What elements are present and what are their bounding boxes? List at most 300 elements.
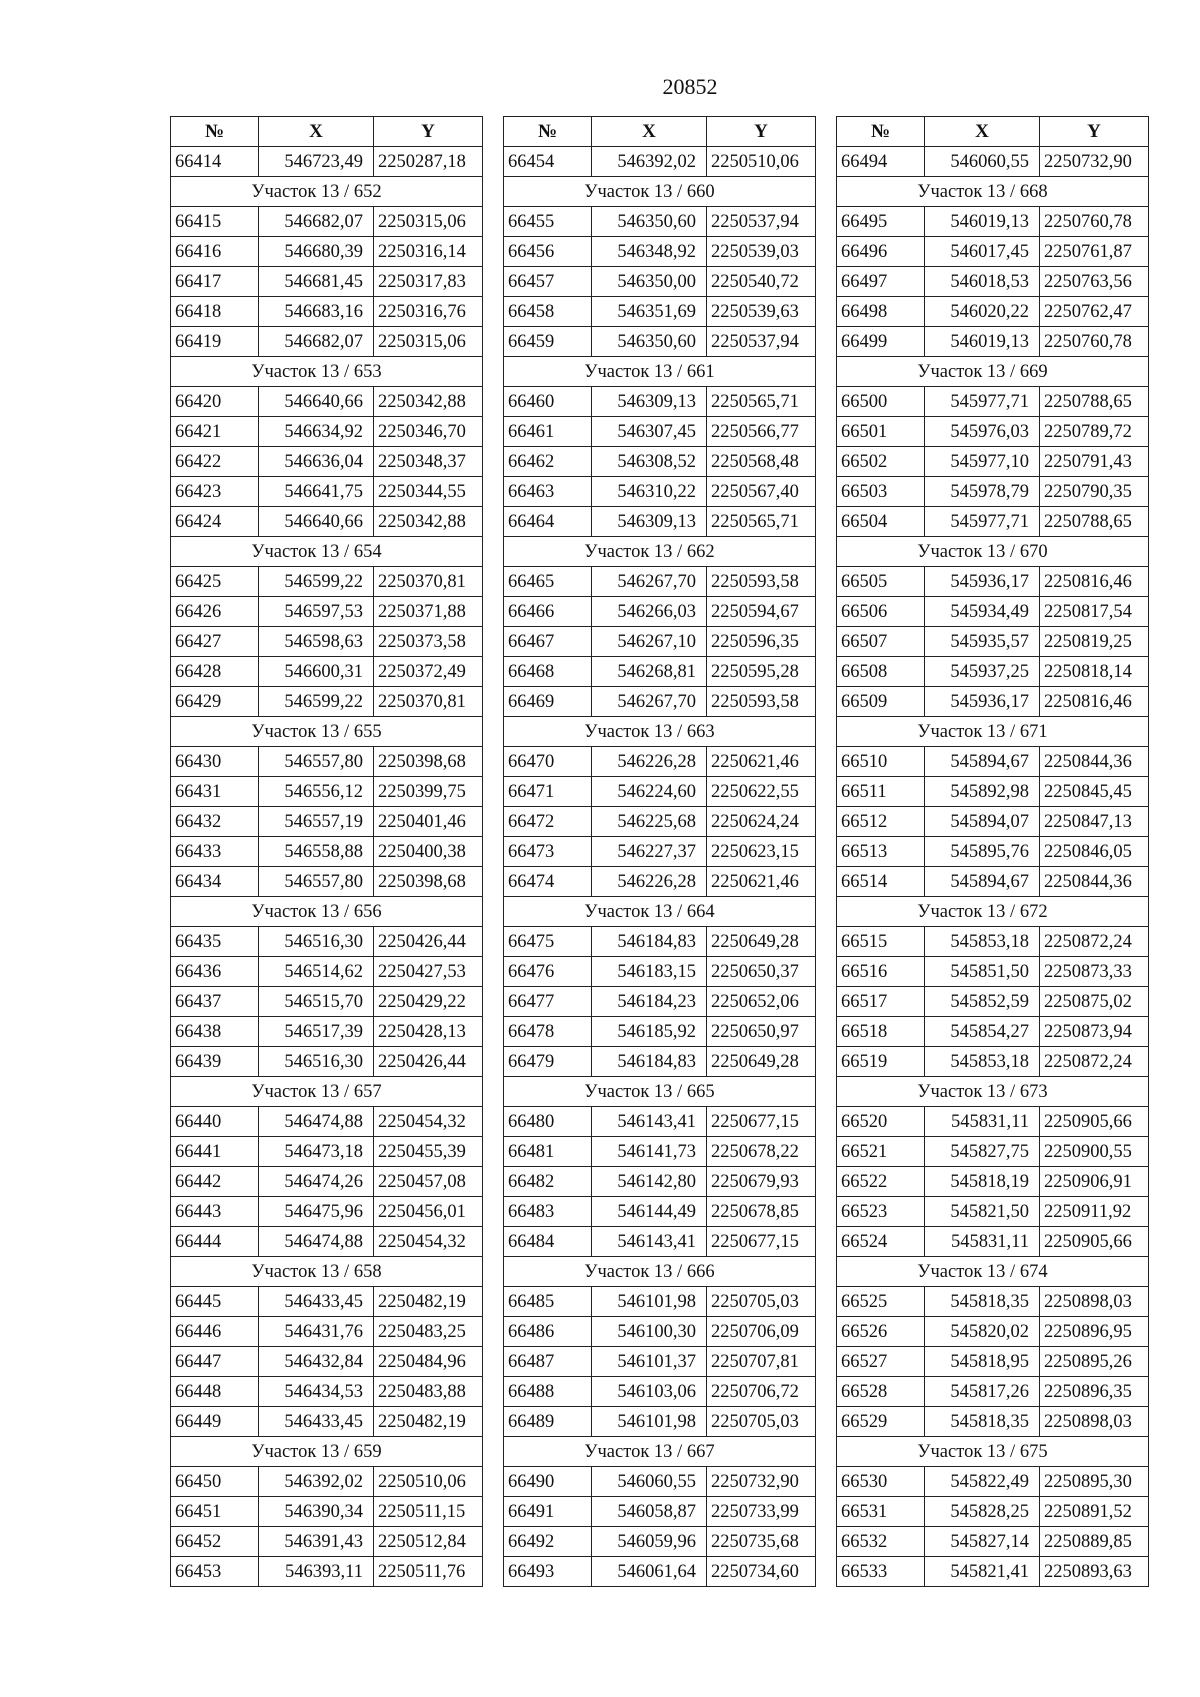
table-row — [837, 657, 1149, 687]
y-coordinate: 2250895,30 — [1040, 1467, 1149, 1497]
y-coordinate: 2250788,65 — [1040, 507, 1149, 537]
point-number: 66494 — [837, 147, 925, 177]
table-row — [837, 1407, 1149, 1437]
y-coordinate: 2250649,28 — [707, 1047, 816, 1077]
table-row — [504, 1107, 816, 1137]
y-coordinate: 2250623,15 — [707, 837, 816, 867]
table-row — [837, 687, 1149, 717]
section-row — [837, 897, 1149, 927]
point-number: 66485 — [504, 1287, 592, 1317]
point-number: 66425 — [171, 567, 259, 597]
x-coordinate: 546183,15 — [592, 957, 707, 987]
y-coordinate: 2250677,15 — [707, 1227, 816, 1257]
table-row — [837, 447, 1149, 477]
x-coordinate: 546185,92 — [592, 1017, 707, 1047]
table-row — [504, 297, 816, 327]
x-coordinate: 546599,22 — [259, 687, 374, 717]
x-coordinate: 546433,45 — [259, 1407, 374, 1437]
point-number: 66488 — [504, 1377, 592, 1407]
point-number: 66508 — [837, 657, 925, 687]
x-coordinate: 546515,70 — [259, 987, 374, 1017]
x-coordinate: 546682,07 — [259, 327, 374, 357]
y-coordinate: 2250905,66 — [1040, 1107, 1149, 1137]
section-label: Участок 13 / 661 — [504, 357, 816, 387]
point-number: 66448 — [171, 1377, 259, 1407]
section-label: Участок 13 / 674 — [837, 1257, 1149, 1287]
point-number: 66419 — [171, 327, 259, 357]
x-coordinate: 545817,26 — [925, 1377, 1040, 1407]
x-coordinate: 545894,67 — [925, 747, 1040, 777]
section-label: Участок 13 / 657 — [171, 1077, 483, 1107]
point-number: 66428 — [171, 657, 259, 687]
x-coordinate: 546474,26 — [259, 1167, 374, 1197]
y-coordinate: 2250733,99 — [707, 1497, 816, 1527]
x-coordinate: 546266,03 — [592, 597, 707, 627]
y-coordinate: 2250511,15 — [374, 1497, 483, 1527]
x-coordinate: 546681,45 — [259, 267, 374, 297]
x-coordinate: 546348,92 — [592, 237, 707, 267]
coordinate-table-3 — [836, 116, 1149, 1587]
x-coordinate: 546393,11 — [259, 1557, 374, 1587]
table-row — [837, 477, 1149, 507]
table-row — [171, 477, 483, 507]
y-coordinate: 2250595,28 — [707, 657, 816, 687]
x-coordinate: 546058,87 — [592, 1497, 707, 1527]
point-number: 66533 — [837, 1557, 925, 1587]
x-coordinate: 546516,30 — [259, 927, 374, 957]
section-row — [837, 1257, 1149, 1287]
y-coordinate: 2250565,71 — [707, 507, 816, 537]
point-number: 66489 — [504, 1407, 592, 1437]
x-coordinate: 546267,70 — [592, 567, 707, 597]
table-row — [837, 567, 1149, 597]
section-row — [837, 177, 1149, 207]
table-row — [171, 597, 483, 627]
point-number: 66431 — [171, 777, 259, 807]
point-number: 66501 — [837, 417, 925, 447]
x-coordinate: 545977,71 — [925, 387, 1040, 417]
table-row — [504, 447, 816, 477]
x-coordinate: 546143,41 — [592, 1107, 707, 1137]
x-coordinate: 545936,17 — [925, 567, 1040, 597]
table-row — [504, 747, 816, 777]
x-coordinate: 546517,39 — [259, 1017, 374, 1047]
y-coordinate: 2250400,38 — [374, 837, 483, 867]
table-row — [837, 1197, 1149, 1227]
x-coordinate: 546680,39 — [259, 237, 374, 267]
section-label: Участок 13 / 653 — [171, 357, 483, 387]
section-row — [171, 1077, 483, 1107]
table-row — [504, 597, 816, 627]
table-row — [171, 957, 483, 987]
point-number: 66519 — [837, 1047, 925, 1077]
section-label: Участок 13 / 667 — [504, 1437, 816, 1467]
x-coordinate: 545935,57 — [925, 627, 1040, 657]
y-coordinate: 2250510,06 — [707, 147, 816, 177]
y-coordinate: 2250705,03 — [707, 1287, 816, 1317]
point-number: 66474 — [504, 867, 592, 897]
point-number: 66451 — [171, 1497, 259, 1527]
section-label: Участок 13 / 670 — [837, 537, 1149, 567]
point-number: 66470 — [504, 747, 592, 777]
y-coordinate: 2250454,32 — [374, 1227, 483, 1257]
y-coordinate: 2250621,46 — [707, 867, 816, 897]
y-coordinate: 2250457,08 — [374, 1167, 483, 1197]
x-coordinate: 546634,92 — [259, 417, 374, 447]
y-coordinate: 2250898,03 — [1040, 1407, 1149, 1437]
y-coordinate: 2250539,63 — [707, 297, 816, 327]
x-coordinate: 546060,55 — [925, 147, 1040, 177]
x-coordinate: 546516,30 — [259, 1047, 374, 1077]
table-row — [171, 1377, 483, 1407]
y-coordinate: 2250896,95 — [1040, 1317, 1149, 1347]
table-row — [171, 1107, 483, 1137]
y-coordinate: 2250401,46 — [374, 807, 483, 837]
table-row — [837, 1167, 1149, 1197]
point-number: 66446 — [171, 1317, 259, 1347]
point-number: 66459 — [504, 327, 592, 357]
y-coordinate: 2250679,93 — [707, 1167, 816, 1197]
page-number: 20852 — [662, 74, 718, 99]
y-coordinate: 2250706,09 — [707, 1317, 816, 1347]
point-number: 66469 — [504, 687, 592, 717]
x-coordinate: 546350,60 — [592, 327, 707, 357]
table-row — [837, 627, 1149, 657]
table-row — [837, 1287, 1149, 1317]
y-coordinate: 2250426,44 — [374, 1047, 483, 1077]
table-row — [504, 987, 816, 1017]
x-coordinate: 546473,18 — [259, 1137, 374, 1167]
section-row — [171, 357, 483, 387]
y-coordinate: 2250624,24 — [707, 807, 816, 837]
point-number: 66524 — [837, 1227, 925, 1257]
point-number: 66423 — [171, 477, 259, 507]
point-number: 66492 — [504, 1527, 592, 1557]
section-label: Участок 13 / 673 — [837, 1077, 1149, 1107]
y-coordinate: 2250373,58 — [374, 627, 483, 657]
table-row — [504, 267, 816, 297]
y-coordinate: 2250342,88 — [374, 387, 483, 417]
y-coordinate: 2250316,76 — [374, 297, 483, 327]
table-row — [504, 387, 816, 417]
table-row — [504, 1317, 816, 1347]
y-coordinate: 2250427,53 — [374, 957, 483, 987]
y-coordinate: 2250348,37 — [374, 447, 483, 477]
y-coordinate: 2250817,54 — [1040, 597, 1149, 627]
header-number: № — [837, 117, 925, 147]
table-row — [837, 207, 1149, 237]
x-coordinate: 546224,60 — [592, 777, 707, 807]
y-coordinate: 2250316,14 — [374, 237, 483, 267]
point-number: 66462 — [504, 447, 592, 477]
table-row — [837, 267, 1149, 297]
x-coordinate: 546225,68 — [592, 807, 707, 837]
y-coordinate: 2250760,78 — [1040, 327, 1149, 357]
y-coordinate: 2250705,03 — [707, 1407, 816, 1437]
point-number: 66522 — [837, 1167, 925, 1197]
y-coordinate: 2250621,46 — [707, 747, 816, 777]
y-coordinate: 2250732,90 — [1040, 147, 1149, 177]
point-number: 66516 — [837, 957, 925, 987]
y-coordinate: 2250537,94 — [707, 327, 816, 357]
header-y: Y — [374, 117, 483, 147]
y-coordinate: 2250735,68 — [707, 1527, 816, 1557]
y-coordinate: 2250905,66 — [1040, 1227, 1149, 1257]
x-coordinate: 545831,11 — [925, 1227, 1040, 1257]
table-row — [837, 1497, 1149, 1527]
point-number: 66417 — [171, 267, 259, 297]
point-number: 66468 — [504, 657, 592, 687]
table-row — [837, 597, 1149, 627]
point-number: 66433 — [171, 837, 259, 867]
section-row — [171, 1257, 483, 1287]
section-label: Участок 13 / 666 — [504, 1257, 816, 1287]
point-number: 66418 — [171, 297, 259, 327]
y-coordinate: 2250568,48 — [707, 447, 816, 477]
section-row — [504, 717, 816, 747]
point-number: 66496 — [837, 237, 925, 267]
point-number: 66467 — [504, 627, 592, 657]
table-row — [504, 1407, 816, 1437]
y-coordinate: 2250649,28 — [707, 927, 816, 957]
y-coordinate: 2250596,35 — [707, 627, 816, 657]
section-row — [504, 357, 816, 387]
section-label: Участок 13 / 671 — [837, 717, 1149, 747]
y-coordinate: 2250816,46 — [1040, 687, 1149, 717]
x-coordinate: 546142,80 — [592, 1167, 707, 1197]
table-row — [837, 987, 1149, 1017]
point-number: 66490 — [504, 1467, 592, 1497]
table-row — [504, 1497, 816, 1527]
y-coordinate: 2250889,85 — [1040, 1527, 1149, 1557]
point-number: 66461 — [504, 417, 592, 447]
y-coordinate: 2250456,01 — [374, 1197, 483, 1227]
point-number: 66502 — [837, 447, 925, 477]
table-row — [504, 1287, 816, 1317]
y-coordinate: 2250845,45 — [1040, 777, 1149, 807]
table-row — [504, 1227, 816, 1257]
table-row — [504, 507, 816, 537]
header-number: № — [504, 117, 592, 147]
table-row — [171, 837, 483, 867]
y-coordinate: 2250426,44 — [374, 927, 483, 957]
x-coordinate: 545831,11 — [925, 1107, 1040, 1137]
point-number: 66495 — [837, 207, 925, 237]
table-row — [504, 1167, 816, 1197]
section-label: Участок 13 / 669 — [837, 357, 1149, 387]
point-number: 66424 — [171, 507, 259, 537]
point-number: 66438 — [171, 1017, 259, 1047]
point-number: 66456 — [504, 237, 592, 267]
x-coordinate: 545977,71 — [925, 507, 1040, 537]
table-row — [837, 777, 1149, 807]
table-row — [171, 1017, 483, 1047]
y-coordinate: 2250677,15 — [707, 1107, 816, 1137]
table-row — [837, 1557, 1149, 1587]
table-row — [504, 237, 816, 267]
y-coordinate: 2250483,25 — [374, 1317, 483, 1347]
point-number: 66503 — [837, 477, 925, 507]
x-coordinate: 546059,96 — [592, 1527, 707, 1557]
point-number: 66443 — [171, 1197, 259, 1227]
y-coordinate: 2250593,58 — [707, 687, 816, 717]
header-row — [171, 117, 483, 147]
table-row — [171, 807, 483, 837]
x-coordinate: 546019,13 — [925, 207, 1040, 237]
table-row — [171, 657, 483, 687]
table-row — [837, 957, 1149, 987]
y-coordinate: 2250454,32 — [374, 1107, 483, 1137]
y-coordinate: 2250370,81 — [374, 687, 483, 717]
x-coordinate: 545818,95 — [925, 1347, 1040, 1377]
x-coordinate: 546144,49 — [592, 1197, 707, 1227]
point-number: 66432 — [171, 807, 259, 837]
table-row — [504, 207, 816, 237]
section-row — [171, 897, 483, 927]
x-coordinate: 545828,25 — [925, 1497, 1040, 1527]
table-row — [171, 387, 483, 417]
point-number: 66527 — [837, 1347, 925, 1377]
y-coordinate: 2250761,87 — [1040, 237, 1149, 267]
y-coordinate: 2250872,24 — [1040, 1047, 1149, 1077]
point-number: 66457 — [504, 267, 592, 297]
section-row — [171, 717, 483, 747]
x-coordinate: 546226,28 — [592, 867, 707, 897]
section-label: Участок 13 / 652 — [171, 177, 483, 207]
table-row — [171, 327, 483, 357]
y-coordinate: 2250732,90 — [707, 1467, 816, 1497]
x-coordinate: 545818,35 — [925, 1287, 1040, 1317]
x-coordinate: 546101,98 — [592, 1287, 707, 1317]
x-coordinate: 545978,79 — [925, 477, 1040, 507]
point-number: 66487 — [504, 1347, 592, 1377]
table-row — [171, 207, 483, 237]
table-row — [837, 1227, 1149, 1257]
section-label: Участок 13 / 656 — [171, 897, 483, 927]
x-coordinate: 546061,64 — [592, 1557, 707, 1587]
x-coordinate: 546184,83 — [592, 927, 707, 957]
y-coordinate: 2250873,94 — [1040, 1017, 1149, 1047]
y-coordinate: 2250344,55 — [374, 477, 483, 507]
x-coordinate: 546267,70 — [592, 687, 707, 717]
x-coordinate: 546599,22 — [259, 567, 374, 597]
x-coordinate: 546350,60 — [592, 207, 707, 237]
y-coordinate: 2250706,72 — [707, 1377, 816, 1407]
y-coordinate: 2250482,19 — [374, 1407, 483, 1437]
table-row — [504, 657, 816, 687]
table-row — [171, 147, 483, 177]
coordinate-table-1 — [170, 116, 483, 1587]
x-coordinate: 545851,50 — [925, 957, 1040, 987]
x-coordinate: 545820,02 — [925, 1317, 1040, 1347]
x-coordinate: 546350,00 — [592, 267, 707, 297]
y-coordinate: 2250399,75 — [374, 777, 483, 807]
point-number: 66465 — [504, 567, 592, 597]
x-coordinate: 546433,45 — [259, 1287, 374, 1317]
table-row — [171, 447, 483, 477]
header-y: Y — [707, 117, 816, 147]
point-number: 66529 — [837, 1407, 925, 1437]
table-row — [504, 417, 816, 447]
x-coordinate: 546558,88 — [259, 837, 374, 867]
point-number: 66464 — [504, 507, 592, 537]
x-coordinate: 545854,27 — [925, 1017, 1040, 1047]
y-coordinate: 2250898,03 — [1040, 1287, 1149, 1317]
point-number: 66512 — [837, 807, 925, 837]
section-label: Участок 13 / 655 — [171, 717, 483, 747]
section-label: Участок 13 / 675 — [837, 1437, 1149, 1467]
section-row — [504, 1257, 816, 1287]
y-coordinate: 2250844,36 — [1040, 867, 1149, 897]
y-coordinate: 2250847,13 — [1040, 807, 1149, 837]
point-number: 66531 — [837, 1497, 925, 1527]
table-row — [171, 567, 483, 597]
section-row — [171, 177, 483, 207]
y-coordinate: 2250652,06 — [707, 987, 816, 1017]
table-row — [837, 927, 1149, 957]
y-coordinate: 2250789,72 — [1040, 417, 1149, 447]
y-coordinate: 2250429,22 — [374, 987, 483, 1017]
point-number: 66463 — [504, 477, 592, 507]
x-coordinate: 546598,63 — [259, 627, 374, 657]
table-row — [504, 957, 816, 987]
x-coordinate: 546557,80 — [259, 747, 374, 777]
point-number: 66455 — [504, 207, 592, 237]
x-coordinate: 546268,81 — [592, 657, 707, 687]
x-coordinate: 546434,53 — [259, 1377, 374, 1407]
x-coordinate: 545852,59 — [925, 987, 1040, 1017]
section-row — [504, 537, 816, 567]
y-coordinate: 2250906,91 — [1040, 1167, 1149, 1197]
point-number: 66430 — [171, 747, 259, 777]
table-row — [504, 837, 816, 867]
table-row — [837, 417, 1149, 447]
point-number: 66421 — [171, 417, 259, 447]
x-coordinate: 546641,75 — [259, 477, 374, 507]
y-coordinate: 2250707,81 — [707, 1347, 816, 1377]
x-coordinate: 545818,35 — [925, 1407, 1040, 1437]
y-coordinate: 2250734,60 — [707, 1557, 816, 1587]
x-coordinate: 545827,75 — [925, 1137, 1040, 1167]
x-coordinate: 546597,53 — [259, 597, 374, 627]
x-coordinate: 546017,45 — [925, 237, 1040, 267]
x-coordinate: 545821,50 — [925, 1197, 1040, 1227]
point-number: 66504 — [837, 507, 925, 537]
table-row — [837, 1527, 1149, 1557]
table-row — [837, 297, 1149, 327]
y-coordinate: 2250896,35 — [1040, 1377, 1149, 1407]
x-coordinate: 546474,88 — [259, 1107, 374, 1137]
point-number: 66436 — [171, 957, 259, 987]
y-coordinate: 2250788,65 — [1040, 387, 1149, 417]
table-row — [171, 1287, 483, 1317]
y-coordinate: 2250893,63 — [1040, 1557, 1149, 1587]
x-coordinate: 546723,49 — [259, 147, 374, 177]
section-row — [504, 1077, 816, 1107]
table-row — [171, 867, 483, 897]
point-number: 66445 — [171, 1287, 259, 1317]
point-number: 66499 — [837, 327, 925, 357]
point-number: 66475 — [504, 927, 592, 957]
x-coordinate: 545892,98 — [925, 777, 1040, 807]
table-row — [504, 567, 816, 597]
point-number: 66434 — [171, 867, 259, 897]
section-row — [837, 717, 1149, 747]
table-row — [504, 1527, 816, 1557]
y-coordinate: 2250511,76 — [374, 1557, 483, 1587]
y-coordinate: 2250678,85 — [707, 1197, 816, 1227]
x-coordinate: 546184,23 — [592, 987, 707, 1017]
